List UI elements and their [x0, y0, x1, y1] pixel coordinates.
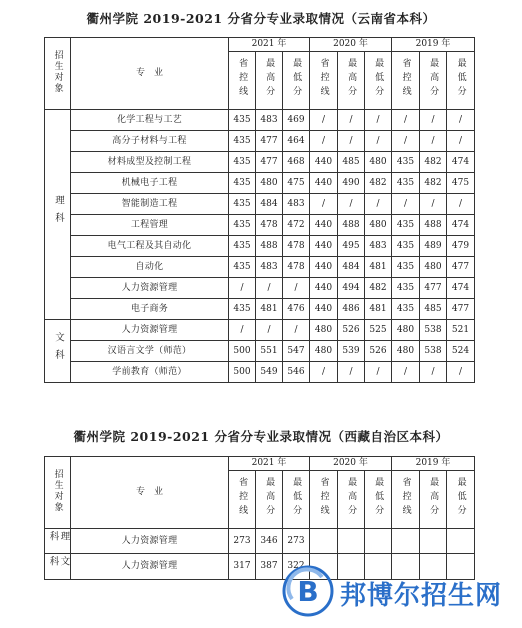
header-subheader-label: 最低分	[291, 57, 302, 100]
score-cell: 435	[392, 173, 420, 194]
score-cell: 483	[256, 257, 283, 278]
score-cell: /	[338, 362, 365, 383]
header-subheader	[392, 471, 420, 529]
score-cell: 549	[256, 362, 283, 383]
score-cell: 480	[365, 215, 392, 236]
score-cell: 273	[229, 529, 256, 554]
table-row	[45, 215, 475, 236]
header-subheader-label: 最高分	[428, 57, 439, 100]
score-cell: /	[420, 131, 447, 152]
major-cell: 人力资源管理	[71, 554, 229, 579]
score-cell: 440	[310, 278, 338, 299]
header-year: 2019 年	[392, 38, 475, 52]
score-cell: /	[338, 110, 365, 131]
score-cell: 480	[256, 173, 283, 194]
header-subheader-label: 省控线	[237, 57, 248, 100]
header-category-label: 招生对象	[52, 468, 63, 513]
score-cell: /	[338, 131, 365, 152]
score-cell: 440	[310, 236, 338, 257]
score-cell: /	[338, 194, 365, 215]
category-label: 理科	[52, 195, 64, 231]
score-cell: 474	[447, 215, 475, 236]
score-cell: 475	[283, 173, 310, 194]
header-subheader	[447, 471, 475, 529]
score-cell: 481	[365, 257, 392, 278]
score-cell: 435	[229, 152, 256, 173]
score-cell: 547	[283, 341, 310, 362]
score-cell: 478	[256, 215, 283, 236]
score-cell: 488	[420, 215, 447, 236]
score-cell: 524	[447, 341, 475, 362]
score-cell: 480	[392, 320, 420, 341]
header-subheader-label: 最高分	[428, 476, 439, 519]
score-cell: /	[365, 131, 392, 152]
score-cell: 480	[310, 320, 338, 341]
header-subheader	[365, 471, 392, 529]
score-cell: 474	[447, 278, 475, 299]
category-label: 文科	[52, 331, 64, 367]
major-cell: 人力资源管理	[71, 320, 229, 341]
score-cell: /	[256, 320, 283, 341]
header-year: 2020 年	[310, 457, 392, 471]
header-row-years	[45, 38, 475, 52]
score-cell: /	[392, 131, 420, 152]
header-subheader	[338, 471, 365, 529]
major-cell: 人力资源管理	[71, 529, 229, 554]
score-cell: 469	[283, 110, 310, 131]
major-cell: 智能制造工程	[71, 194, 229, 215]
header-row-years	[45, 457, 475, 471]
score-cell: /	[447, 362, 475, 383]
score-cell	[420, 529, 447, 554]
score-cell: /	[283, 278, 310, 299]
score-cell: 483	[283, 194, 310, 215]
header-year: 2021 年	[229, 457, 310, 471]
score-cell: /	[229, 278, 256, 299]
score-cell: /	[392, 110, 420, 131]
score-cell: 435	[392, 278, 420, 299]
score-cell: /	[447, 131, 475, 152]
score-cell: 435	[392, 152, 420, 173]
score-cell: 317	[229, 554, 256, 579]
score-cell: 440	[310, 173, 338, 194]
table-row	[45, 278, 475, 299]
major-cell: 人力资源管理	[71, 278, 229, 299]
score-cell: 476	[283, 299, 310, 320]
score-cell: 485	[338, 152, 365, 173]
score-cell: 387	[256, 554, 283, 579]
score-cell: 472	[283, 215, 310, 236]
score-cell: 481	[365, 299, 392, 320]
score-cell: 273	[283, 529, 310, 554]
score-cell: 435	[229, 257, 256, 278]
header-subheader-label: 最高分	[346, 476, 357, 519]
header-subheader	[447, 52, 475, 110]
score-cell: /	[392, 362, 420, 383]
score-cell: 479	[447, 236, 475, 257]
major-cell: 工程管理	[71, 215, 229, 236]
header-subheader	[229, 471, 256, 529]
score-cell: 468	[283, 152, 310, 173]
table-row	[45, 362, 475, 383]
score-cell: 482	[420, 173, 447, 194]
score-cell: 500	[229, 362, 256, 383]
score-cell: 440	[310, 257, 338, 278]
header-major: 专 业	[71, 457, 229, 529]
score-cell: 346	[256, 529, 283, 554]
score-cell: /	[283, 320, 310, 341]
header-subheader-label: 省控线	[318, 476, 329, 519]
svg-text:B: B	[297, 575, 319, 608]
header-subheader-label: 最低分	[373, 57, 384, 100]
header-category-label: 招生对象	[52, 49, 63, 94]
major-cell: 高分子材料与工程	[71, 131, 229, 152]
header-subheader-label: 最高分	[264, 476, 275, 519]
header-major: 专 业	[71, 38, 229, 110]
score-cell: /	[447, 194, 475, 215]
score-cell: 490	[338, 173, 365, 194]
score-cell: 440	[310, 299, 338, 320]
category-label: 理科	[47, 530, 70, 549]
score-cell: 464	[283, 131, 310, 152]
major-cell: 汉语言文学（师范）	[71, 341, 229, 362]
score-cell	[447, 529, 475, 554]
score-cell: 495	[338, 236, 365, 257]
table-row	[45, 320, 475, 341]
score-cell: 475	[447, 173, 475, 194]
score-cell: 435	[229, 173, 256, 194]
score-cell: /	[310, 194, 338, 215]
score-cell: 435	[392, 299, 420, 320]
table-row	[45, 131, 475, 152]
table-row	[45, 257, 475, 278]
score-cell: 435	[229, 299, 256, 320]
score-cell: 480	[310, 341, 338, 362]
score-cell: /	[229, 320, 256, 341]
header-subheader	[256, 52, 283, 110]
header-subheader	[420, 52, 447, 110]
score-cell: /	[256, 278, 283, 299]
score-cell: 525	[365, 320, 392, 341]
score-cell: 435	[229, 236, 256, 257]
category-cell	[45, 320, 71, 383]
score-cell: 322	[283, 554, 310, 579]
score-cell: /	[420, 362, 447, 383]
score-cell: 480	[392, 341, 420, 362]
major-cell: 学前教育（师范）	[71, 362, 229, 383]
score-cell: 435	[392, 257, 420, 278]
score-cell: 477	[447, 257, 475, 278]
table-row	[45, 110, 475, 131]
header-subheader	[365, 52, 392, 110]
score-cell: /	[310, 131, 338, 152]
score-cell: 482	[365, 173, 392, 194]
header-subheader-label: 最高分	[346, 57, 357, 100]
watermark	[282, 565, 518, 617]
header-subheader	[229, 52, 256, 110]
header-subheader-label: 省控线	[318, 57, 329, 100]
header-subheader	[310, 471, 338, 529]
score-cell: 435	[392, 215, 420, 236]
category-cell	[45, 110, 71, 320]
score-cell: 538	[420, 320, 447, 341]
score-cell: 481	[256, 299, 283, 320]
score-cell	[365, 529, 392, 554]
major-cell: 电气工程及其自动化	[71, 236, 229, 257]
header-subheader	[283, 52, 310, 110]
score-cell: 526	[338, 320, 365, 341]
score-cell: 435	[229, 194, 256, 215]
header-subheader	[420, 471, 447, 529]
score-cell: /	[310, 110, 338, 131]
score-cell: 435	[229, 215, 256, 236]
admission-table-tibet	[44, 456, 475, 580]
header-subheader-label: 最高分	[264, 57, 275, 100]
header-subheader	[283, 471, 310, 529]
score-cell: /	[365, 362, 392, 383]
score-cell: 482	[365, 278, 392, 299]
table-row	[45, 152, 475, 173]
score-cell	[338, 529, 365, 554]
score-cell: /	[447, 110, 475, 131]
score-cell: /	[365, 110, 392, 131]
category-cell	[45, 529, 71, 554]
table1-title: 衢州学院 2019-2021 分省分专业录取情况（云南省本科）	[86, 11, 436, 26]
table-row	[45, 173, 475, 194]
score-cell	[392, 529, 420, 554]
score-cell: 478	[283, 236, 310, 257]
header-category	[45, 457, 71, 529]
header-subheader-label: 最低分	[455, 476, 466, 519]
major-cell: 材料成型及控制工程	[71, 152, 229, 173]
score-cell: 546	[283, 362, 310, 383]
score-cell: 488	[256, 236, 283, 257]
bang-logo-icon	[282, 565, 334, 617]
score-cell: 484	[338, 257, 365, 278]
score-cell: 477	[256, 152, 283, 173]
score-cell: 435	[229, 110, 256, 131]
score-cell: 483	[256, 110, 283, 131]
header-subheader	[256, 471, 283, 529]
major-cell: 机械电子工程	[71, 173, 229, 194]
table2-title: 衢州学院 2019-2021 分省分专业录取情况（西藏自治区本科）	[73, 429, 449, 444]
score-cell: 477	[420, 278, 447, 299]
header-subheader-label: 省控线	[400, 57, 411, 100]
header-subheader	[392, 52, 420, 110]
header-subheader	[310, 52, 338, 110]
admission-table-yunnan	[44, 37, 475, 383]
header-subheader-label: 最低分	[291, 476, 302, 519]
table-row	[45, 236, 475, 257]
header-subheader-label: 省控线	[237, 476, 248, 519]
score-cell: 538	[420, 341, 447, 362]
score-cell: 440	[310, 152, 338, 173]
score-cell: 483	[365, 236, 392, 257]
score-cell: 480	[420, 257, 447, 278]
header-subheader-label: 最低分	[455, 57, 466, 100]
score-cell: /	[420, 110, 447, 131]
score-cell: 551	[256, 341, 283, 362]
score-cell: /	[420, 194, 447, 215]
major-cell: 电子商务	[71, 299, 229, 320]
category-label: 文科	[47, 556, 70, 574]
score-cell: 440	[310, 215, 338, 236]
score-cell: 484	[256, 194, 283, 215]
score-cell: 489	[420, 236, 447, 257]
header-year: 2020 年	[310, 38, 392, 52]
table-row	[45, 529, 475, 554]
score-cell: 486	[338, 299, 365, 320]
table-row	[45, 341, 475, 362]
score-cell: /	[365, 194, 392, 215]
header-year: 2021 年	[229, 38, 310, 52]
watermark-text: 邦博尔招生网	[340, 581, 503, 611]
score-cell: 435	[229, 131, 256, 152]
score-cell	[310, 529, 338, 554]
score-cell: 485	[420, 299, 447, 320]
score-cell: 474	[447, 152, 475, 173]
table-row	[45, 299, 475, 320]
score-cell: 435	[392, 236, 420, 257]
score-cell: 480	[365, 152, 392, 173]
header-subheader	[338, 52, 365, 110]
header-subheader-label: 最低分	[373, 476, 384, 519]
score-cell: 482	[420, 152, 447, 173]
major-cell: 自动化	[71, 257, 229, 278]
score-cell: 526	[365, 341, 392, 362]
score-cell: 478	[283, 257, 310, 278]
header-category	[45, 38, 71, 110]
score-cell: /	[392, 194, 420, 215]
score-cell: 477	[256, 131, 283, 152]
score-cell: 500	[229, 341, 256, 362]
header-year: 2019 年	[392, 457, 475, 471]
header-subheader-label: 省控线	[400, 476, 411, 519]
table-row	[45, 194, 475, 215]
score-cell: 477	[447, 299, 475, 320]
score-cell: 539	[338, 341, 365, 362]
score-cell: 488	[338, 215, 365, 236]
major-cell: 化学工程与工艺	[71, 110, 229, 131]
score-cell: 521	[447, 320, 475, 341]
category-cell	[45, 554, 71, 579]
score-cell: /	[310, 362, 338, 383]
score-cell: 494	[338, 278, 365, 299]
